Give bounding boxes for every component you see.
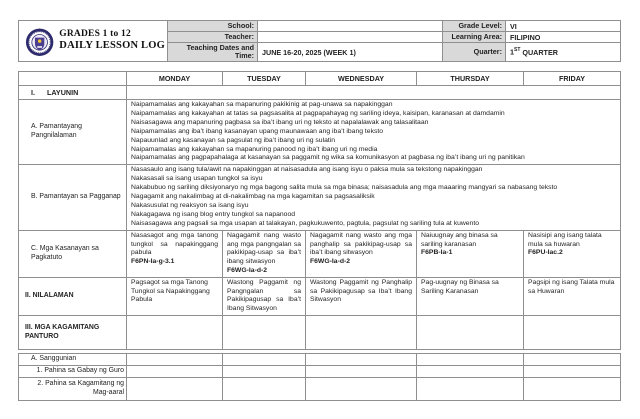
day-header-monday: MONDAY [127, 72, 223, 86]
kasanayan-sa-pagkatuto-label: C. Mga Kasanayan sa Pagkatuto [19, 230, 127, 277]
kagamitan-thursday-cell [417, 316, 524, 350]
section-layunin-label [19, 86, 127, 100]
day-header-friday: FRIDAY [524, 72, 621, 86]
form-title-line1: GRADES 1 to 12 [59, 29, 131, 40]
teaching-dates-value: JUNE 16-20, 2025 (WEEK 1) [258, 43, 443, 62]
gabay-thursday-cell [417, 366, 524, 378]
content-standard-line: Naipamamalas ang kakayahan sa mapanuring panood ng iba’t ibang uri ng media [131, 145, 378, 153]
quarter-word: QUARTER [522, 47, 558, 57]
content-standard-line: Naipamamalas ang pagpapahalaga at kasanayan sa paggamit ng wika sa komunikasyon at pagbasa ng iba’t ibang uri ng panitikan [131, 154, 525, 162]
kagamitan-friday-cell [524, 316, 621, 350]
objective-friday-cell [524, 230, 621, 277]
nilalaman-monday-cell: Pagsagot sa mga Tanong Tungkol sa Napakinggang Pabula [127, 277, 223, 315]
objective-text: Naiuugnay ang binasa sa sariling karanasan [421, 232, 498, 248]
quarter-ordinal-suffix: ST [514, 47, 521, 54]
pamantayang-pangnilalaman-row [19, 100, 621, 165]
layunin-content-cell [127, 86, 621, 100]
kasanayan-sa-pagkatuto-row [19, 230, 621, 277]
performance-standard-line: Nagagamit ang nakalimbag at di-nakalimbag na mga kagamitan sa pagsasaliksik [131, 193, 375, 201]
mag-aaral-friday-cell [524, 377, 621, 400]
content-standard-line: Naipamamalas ang kakayahan at tatas sa pagsasalita at pagpapahayag ng sariling ideya, kaisipan, karanasan at damdamin [131, 109, 505, 117]
sanggunian-tuesday-cell [223, 354, 306, 366]
performance-standard-line: Nakabubuo ng sariling diksiyonaryo ng mga bagong salita mula sa mga binasa; naisasadula ang mga maaaring mangyari sa nabasang teksto [131, 184, 558, 192]
pamantayang-pangnilalaman-content [127, 100, 621, 165]
nilalaman-thursday-cell: Pag-uugnay ng Binasa sa Sariling Karanasan [417, 277, 524, 315]
layunin-row [19, 86, 621, 100]
performance-standard-line: Nakasasali sa isang usapan tungkol sa isyu [131, 175, 263, 183]
pamantayan-sa-pagganap-content [127, 165, 621, 230]
kagamitang-mag-aaral-row [19, 377, 621, 400]
quarter-number: 1 [510, 47, 514, 57]
grade-level-label: Grade Level: [443, 21, 506, 32]
kagamitan-wednesday-cell [306, 316, 417, 350]
mag-aaral-monday-cell [127, 377, 223, 400]
sanggunian-wednesday-cell [306, 354, 417, 366]
section-nilalaman-label: II. NILALAMAN [19, 277, 127, 315]
teacher-value-cell [258, 32, 443, 43]
melc-code: F6PU-Iac.2 [528, 249, 563, 257]
melc-code: F6PB-Ia-1 [421, 249, 453, 257]
performance-standard-line: Nakagagawa ng isang blog entry tungkol sa napanood [131, 210, 296, 218]
mag-aaral-wednesday-cell [306, 377, 417, 400]
nilalaman-friday-cell: Pagsipi ng isang Talata mula sa Huwaran [524, 277, 621, 315]
kagamitan-tuesday-cell [223, 316, 306, 350]
gabay-ng-guro-label: 1. Pahina sa Gabay ng Guro [19, 366, 127, 378]
sanggunian-friday-cell [524, 354, 621, 366]
objective-thursday-cell [417, 230, 524, 277]
learning-area-value: FILIPINO [506, 32, 621, 43]
gabay-tuesday-cell [223, 366, 306, 378]
gabay-ng-guro-row [19, 366, 621, 378]
teacher-label: Teacher: [168, 32, 258, 43]
nilalaman-tuesday-cell: Wastong Paggamit ng Pangngalan sa Pakikipagusap sa Iba’t Ibang Sitwasyon [223, 277, 306, 315]
section-kagamitang-panturo-label: III. MGA KAGAMITANG PANTURO [19, 316, 127, 350]
day-header-row [19, 72, 621, 86]
pamantayang-pangnilalaman-label: A. Pamantayang Pangnilalaman [19, 100, 127, 165]
mag-aaral-tuesday-cell [223, 377, 306, 400]
objective-tuesday-cell [223, 230, 306, 277]
melc-code: F6WG-Ia-d-2 [227, 266, 268, 274]
day-header-wednesday: WEDNESDAY [306, 72, 417, 86]
deped-seal-logo [24, 25, 55, 58]
kagamitang-mag-aaral-label: 2. Pahina sa Kagamitang ng Mag-aaral [19, 377, 127, 400]
melc-code: F6WG-Ia-d-2 [310, 257, 351, 265]
document-header [18, 20, 621, 62]
mag-aaral-thursday-cell [417, 377, 524, 400]
sanggunian-row [19, 354, 621, 366]
performance-standard-line: Naisasagawa ang pagsali sa mga usapan at talakayan, pagkukuwento, pagtula, pagsulat ng sariling tula at kuwento [131, 219, 480, 227]
pamantayan-sa-pagganap-label: B. Pamantayan sa Pagganap [19, 165, 127, 230]
gabay-friday-cell [524, 366, 621, 378]
form-title [59, 29, 165, 53]
objective-text: Nagagamit nang wasto ang mga panghalip sa pakikipag-usap sa iba’t ibang sitwasyon [310, 232, 412, 257]
content-standard-line: Naipamamalas ang kakayahan sa mapanuring pakikinig at pag-unawa sa napakinggan [131, 101, 393, 108]
lesson-log-table [18, 71, 621, 350]
grade-level-value: VI [506, 21, 621, 32]
nilalaman-row [19, 277, 621, 315]
sanggunian-monday-cell [127, 354, 223, 366]
melc-code: F6PN-Ia-g-3.1 [131, 257, 175, 265]
objective-text: Nasasagot ang mga tanong tungkol sa napakinggang pabula [131, 232, 218, 257]
school-label: School: [168, 21, 258, 32]
sanggunian-table [18, 353, 621, 401]
school-value-cell [258, 21, 443, 32]
performance-standard-line: Nakasusulat ng reaksyon sa isang isyu [131, 201, 249, 209]
objective-text: Nagagamit nang wasto ang mga pangngalan sa pakikipag-usap sa iba’t ibang sitwasyon [227, 232, 301, 265]
content-standard-line: Napauunlad ang kasanayan sa pagsulat ng iba’t ibang uri ng sulatin [131, 136, 336, 144]
objective-text: Nasisipi ang isang talata mula sa huwaran [528, 232, 602, 248]
objective-monday-cell [127, 230, 223, 277]
kagamitang-panturo-row [19, 316, 621, 350]
gabay-wednesday-cell [306, 366, 417, 378]
teaching-dates-label: Teaching Dates and Time: [168, 43, 258, 62]
day-header-spacer [19, 72, 127, 86]
content-standard-line: Naipamamalas ang iba’t ibang kasanayan upang maunawaan ang iba’t ibang teksto [131, 127, 384, 135]
nilalaman-wednesday-cell: Wastong Paggamit ng Panghalip sa Pakikipagusap sa Iba’t Ibang Sitwasyon [306, 277, 417, 315]
section-layunin-numeral: I. [31, 88, 35, 97]
header-title-cell [19, 21, 168, 62]
sanggunian-thursday-cell [417, 354, 524, 366]
learning-area-label: Learning Area: [443, 32, 506, 43]
content-standard-line: Naisasagawa ang mapanuring pagbasa sa iba’t ibang uri ng teksto at napalalawak ang talasalitaan [131, 118, 429, 126]
pamantayan-sa-pagganap-row [19, 165, 621, 230]
day-header-thursday: THURSDAY [417, 72, 524, 86]
form-title-line2: DAILY LESSON LOG [59, 40, 165, 52]
objective-wednesday-cell [306, 230, 417, 277]
performance-standard-line: Nasasaulo ang isang tula/awit na napakinggan at naisasadula ang isang isyu o paksa mula sa tekstong napakinggan [131, 166, 483, 174]
gabay-monday-cell [127, 366, 223, 378]
quarter-value [506, 43, 621, 62]
quarter-label: Quarter: [443, 43, 506, 62]
sanggunian-label: A. Sanggunian [19, 354, 127, 366]
day-header-tuesday: TUESDAY [223, 72, 306, 86]
section-layunin-title: LAYUNIN [47, 88, 79, 97]
kagamitan-monday-cell [127, 316, 223, 350]
